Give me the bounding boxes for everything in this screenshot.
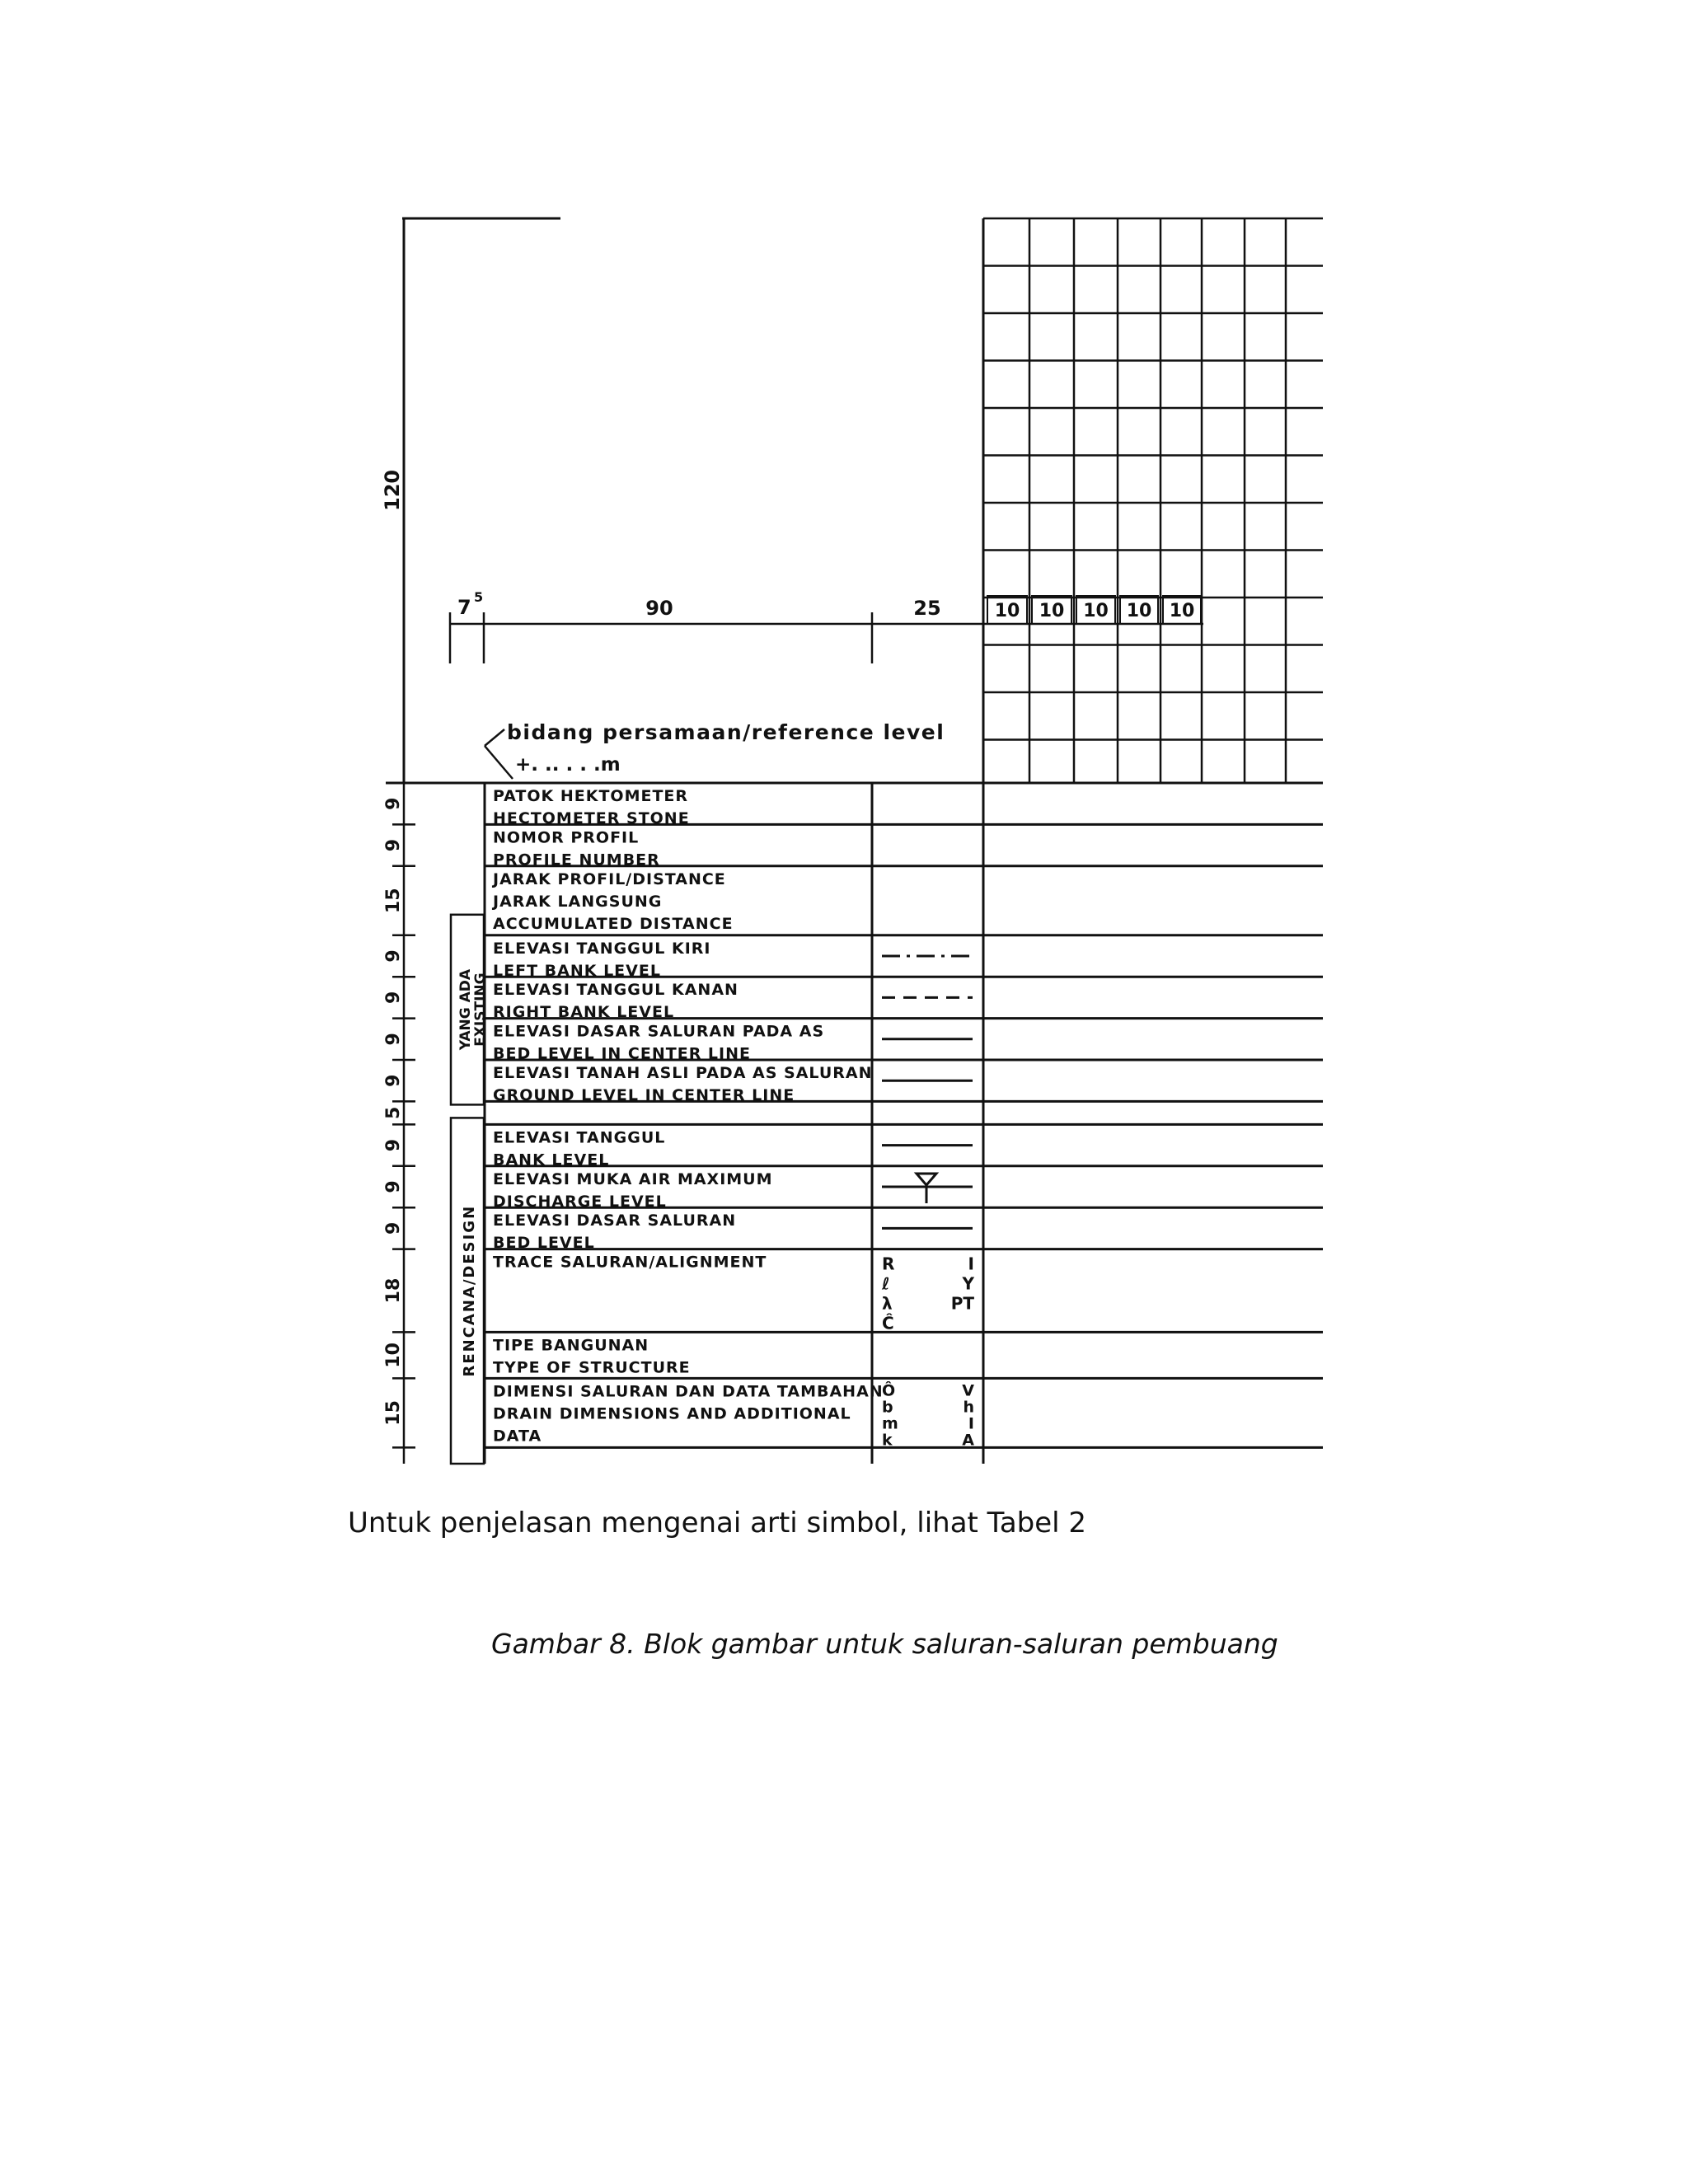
dim-grid-column: 10 — [994, 601, 1020, 621]
row-height-label: 9 — [383, 991, 404, 1005]
reference-level-label: bidang persamaan/reference level — [507, 720, 945, 744]
legend-symbols — [881, 956, 975, 1449]
row-label: JARAK LANGSUNG — [493, 892, 663, 911]
dimension-symbol-right: A — [962, 1431, 974, 1450]
row-height-label: 18 — [383, 1277, 404, 1304]
row-label: NOMOR PROFIL — [493, 828, 640, 847]
row-label: LEFT BANK LEVEL — [493, 961, 661, 980]
row-label: TRACE SALURAN/ALIGNMENT — [493, 1253, 767, 1272]
row-label: DIMENSI SALURAN DAN DATA TAMBAHAN — [493, 1382, 884, 1401]
existing-group-label: YANG ADA — [457, 968, 474, 1051]
alignment-symbol-left: R — [882, 1254, 895, 1274]
alignment-symbol-left: Ĉ — [882, 1313, 894, 1333]
row-label: ELEVASI TANGGUL KIRI — [493, 939, 711, 958]
water-level-triangle — [917, 1174, 936, 1185]
row-label: JARAK PROFIL/DISTANCE — [493, 869, 726, 888]
row-label: PATOK HEKTOMETER — [493, 787, 689, 805]
row-height-label: 9 — [383, 838, 404, 852]
design-group-label: RENCANA/DESIGN — [461, 1204, 478, 1377]
row-label: ELEVASI DASAR SALURAN — [493, 1212, 737, 1230]
row-label: ELEVASI MUKA AIR MAXIMUM — [493, 1169, 773, 1188]
profile-grid — [983, 218, 1323, 1464]
row-height-label: 9 — [383, 1221, 404, 1235]
row-label: GROUND LEVEL IN CENTER LINE — [493, 1086, 795, 1104]
row-label: HECTOMETER STONE — [493, 809, 690, 827]
dim-grid-column: 10 — [1169, 601, 1195, 621]
dimension-symbol-right: I — [968, 1414, 974, 1433]
dimension-symbol-left: Ô — [882, 1381, 896, 1400]
row-label: RIGHT BANK LEVEL — [493, 1003, 675, 1022]
figure-caption: Gambar 8. Blok gambar untuk saluran-saluran pembuang — [491, 1628, 1278, 1660]
legend-rows — [491, 787, 884, 1445]
row-height-label: 10 — [383, 1343, 404, 1368]
row-height-label: 9 — [383, 1074, 404, 1087]
dim-120: 120 — [381, 469, 404, 511]
row-label: TYPE OF STRUCTURE — [493, 1358, 691, 1377]
row-label: DISCHARGE LEVEL — [493, 1192, 667, 1211]
row-label: DATA — [493, 1427, 542, 1446]
row-label: DRAIN DIMENSIONS AND ADDITIONAL — [493, 1404, 851, 1423]
dimension-symbol-left: b — [882, 1398, 893, 1417]
row-height-label: 9 — [383, 1180, 404, 1193]
dim-symbol-column: 25 — [913, 597, 941, 620]
row-height-label: 15 — [383, 1400, 404, 1426]
row-label: ELEVASI TANAH ASLI PADA AS SALURAN — [493, 1064, 873, 1082]
row-height-label: 9 — [383, 949, 404, 963]
reference-leader — [485, 729, 504, 746]
row-label: TIPE BANGUNAN — [493, 1336, 649, 1355]
alignment-symbol-right: PT — [950, 1293, 974, 1314]
alignment-symbol-right: Y — [962, 1273, 974, 1294]
row-label: PROFILE NUMBER — [493, 851, 660, 869]
dimension-symbol-right: V — [962, 1381, 974, 1400]
row-label: ACCUMULATED DISTANCE — [493, 914, 734, 933]
dimension-symbol-right: h — [963, 1398, 974, 1417]
row-height-label: 9 — [383, 1033, 404, 1046]
dimension-symbol-left: m — [882, 1414, 898, 1433]
row-label: BED LEVEL IN CENTER LINE — [493, 1044, 751, 1063]
reference-leader — [485, 746, 513, 779]
row-label: ELEVASI TANGGUL — [493, 1128, 666, 1147]
row-label: BANK LEVEL — [493, 1151, 610, 1169]
reference-level-value: +. .. . . .m — [515, 754, 621, 776]
alignment-symbol-right: I — [968, 1254, 974, 1274]
dim-label-column: 90 — [645, 597, 673, 620]
dim-offset-sup: 5 — [474, 589, 484, 605]
alignment-symbol-left: ℓ — [882, 1273, 890, 1294]
row-height-label: 9 — [383, 1138, 404, 1152]
existing-group-label-2: EXISTING — [472, 972, 489, 1047]
alignment-symbol-left: λ — [882, 1293, 893, 1314]
row-height-label: 5 — [383, 1106, 404, 1120]
row-label: ELEVASI TANGGUL KANAN — [493, 981, 738, 1000]
symbol-note: Untuk penjelasan mengenai arti simbol, lihat Tabel 2 — [348, 1507, 1087, 1540]
dimension-symbol-left: k — [882, 1431, 893, 1450]
dim-grid-column: 10 — [1039, 601, 1065, 621]
dim-offset: 7 — [457, 596, 471, 619]
dim-grid-column: 10 — [1126, 601, 1152, 621]
row-label: ELEVASI DASAR SALURAN PADA AS — [493, 1022, 825, 1041]
row-height-label: 9 — [383, 797, 404, 810]
dim-grid-column: 10 — [1083, 601, 1109, 621]
row-height-label: 15 — [383, 888, 404, 914]
row-label: BED LEVEL — [493, 1234, 595, 1253]
